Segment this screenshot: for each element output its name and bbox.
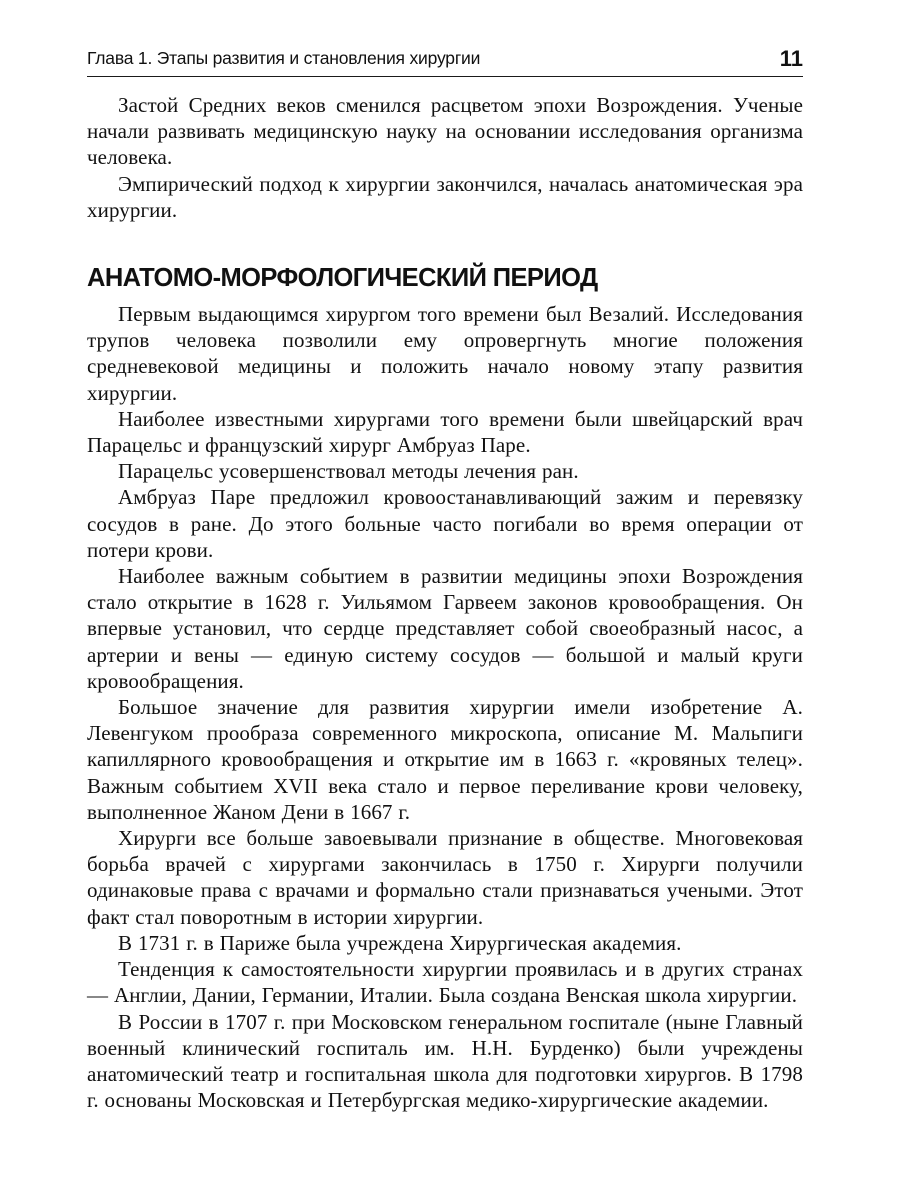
paragraph: Наиболее известными хирургами того времени были швейцарский врач Парацельс и французский хирург Амбруаз Паре.	[87, 406, 803, 458]
paragraph: Эмпирический подход к хирургии закончился, началась анатомическая эра хирургии.	[87, 171, 803, 222]
paragraph: Застой Средних веков сменился расцветом эпохи Возрождения. Ученые начали развивать медицинскую науку на основании исследования организма человека.	[87, 93, 803, 170]
paragraph: Амбруаз Паре предложил кровоостанавливающий зажим и перевязку сосудов в ране. До этого больные часто погибали во время операции от потери крови.	[87, 485, 803, 562]
running-header	[87, 46, 803, 77]
page-number: 11	[779, 46, 803, 71]
chapter-title: Глава 1. Этапы развития и становления хирургии	[87, 48, 481, 68]
paragraph: Хирурги все больше завоевывали признание в обществе. Многовековая борьба врачей с хирургами закончилась в 1750 г. Хирурги получили одинаковые права с врачами и формально стали признаваться учеными. Этот факт стал поворотным в истории хирургии.	[87, 826, 803, 929]
page-body	[87, 92, 803, 1113]
paragraph: В России в 1707 г. при Московском генеральном госпитале (ныне Главный военный клинический госпиталь им. Н.Н. Бурденко) были учреждены анатомический театр и госпитальная школа для подготовки хирургов. В 1798 г. основаны Московская и Петербургская медико-хирургические академии.	[87, 1009, 803, 1113]
paragraph: Наиболее важным событием в развитии медицины эпохи Возрождения стало открытие в 1628 г. Уильямом Гарвеем законов кровообращения. Он впервые установил, что сердце представляет собой своеобразный насос, а артерии и вены — единую систему сосудов — большой и малый круги кровообращения.	[87, 564, 803, 693]
paragraph: Большое значение для развития хирургии имели изобретение А. Левенгуком прообраза современного микроскопа, описание М. Мальпиги капиллярного кровообращения и открытие им в 1663 г. «кровяных телец». Важным событием XVII века стало и первое переливание крови человеку, выполненное Жаном Дени в 1667 г.	[87, 695, 803, 824]
paragraph: Тенденция к самостоятельности хирургии проявилась и в других странах — Англии, Дании, Германии, Италии. Была создана Венская школа хирургии.	[87, 957, 803, 1008]
section-heading: АНАТОМО-МОРФОЛОГИЧЕСКИЙ ПЕРИОД	[87, 264, 598, 293]
paragraph: Первым выдающимся хирургом того времени был Везалий. Исследования трупов человека позволили ему опровергнуть многие положения средневековой медицины и положить начало новому этапу развития хирургии.	[87, 302, 803, 405]
paragraph: В 1731 г. в Париже была учреждена Хирургическая академия.	[118, 930, 682, 955]
paragraph: Парацельс усовершенствовал методы лечения ран.	[118, 459, 579, 484]
